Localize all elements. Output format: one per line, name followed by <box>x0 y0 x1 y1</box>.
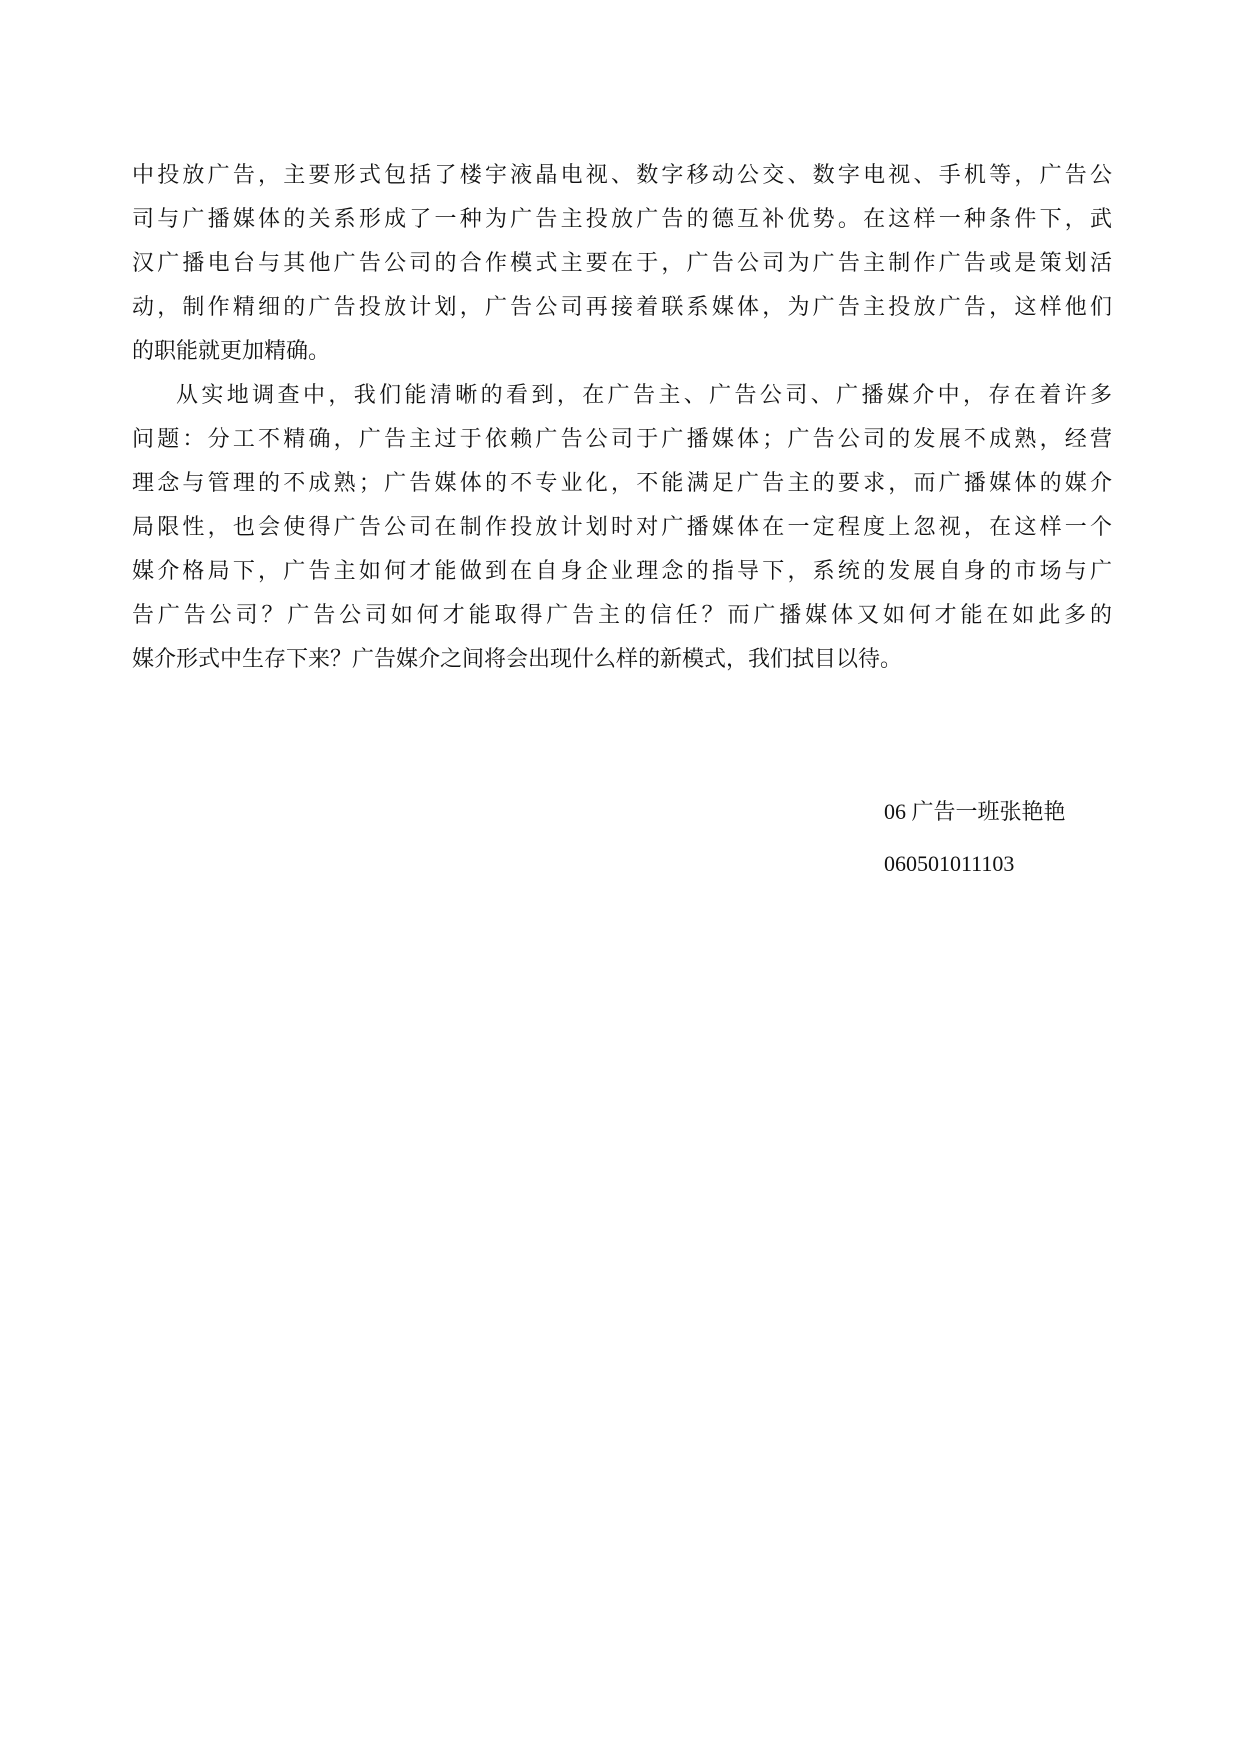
paragraph-line: 媒介格局下，广告主如何才能做到在自身企业理念的指导下，系统的发展自身的市场与广 <box>132 559 1112 584</box>
paragraph-line: 媒介形式中生存下来？广告媒介之间将会出现什么样的新模式，我们拭目以待。 <box>132 647 903 672</box>
paragraph-line: 的职能就更加精确。 <box>132 339 331 364</box>
paragraph-line: 局限性，也会使得广告公司在制作投放计划时对广播媒体在一定程度上忽视，在这样一个 <box>132 515 1112 540</box>
paragraph-line: 告广告公司？广告公司如何才能取得广告主的信任？而广播媒体又如何才能在如此多的 <box>132 603 1112 628</box>
paragraph-line: 汉广播电台与其他广告公司的合作模式主要在于，广告公司为广告主制作广告或是策划活 <box>132 251 1112 276</box>
signature-block <box>884 786 1066 890</box>
paragraph-2 <box>132 374 1112 682</box>
paragraph-1 <box>132 154 1112 374</box>
document-body <box>132 154 1112 682</box>
student-id: 060501011103 <box>884 851 1015 876</box>
paragraph-line: 中投放广告，主要形式包括了楼宇液晶电视、数字移动公交、数字电视、手机等，广告公 <box>132 163 1112 188</box>
paragraph-line: 问题：分工不精确，广告主过于依赖广告公司于广播媒体；广告公司的发展不成熟，经营 <box>132 427 1112 452</box>
paragraph-line: 司与广播媒体的关系形成了一种为广告主投放广告的德互补优势。在这样一种条件下，武 <box>132 207 1112 232</box>
paragraph-line: 从实地调查中，我们能清晰的看到，在广告主、广告公司、广播媒介中，存在着许多 <box>176 383 1112 408</box>
paragraph-line: 动，制作精细的广告投放计划，广告公司再接着联系媒体，为广告主投放广告，这样他们 <box>132 295 1112 320</box>
paragraph-line: 理念与管理的不成熟；广告媒体的不专业化，不能满足广告主的要求，而广播媒体的媒介 <box>132 471 1112 496</box>
author-name: 06 广告一班张艳艳 <box>884 799 1066 824</box>
